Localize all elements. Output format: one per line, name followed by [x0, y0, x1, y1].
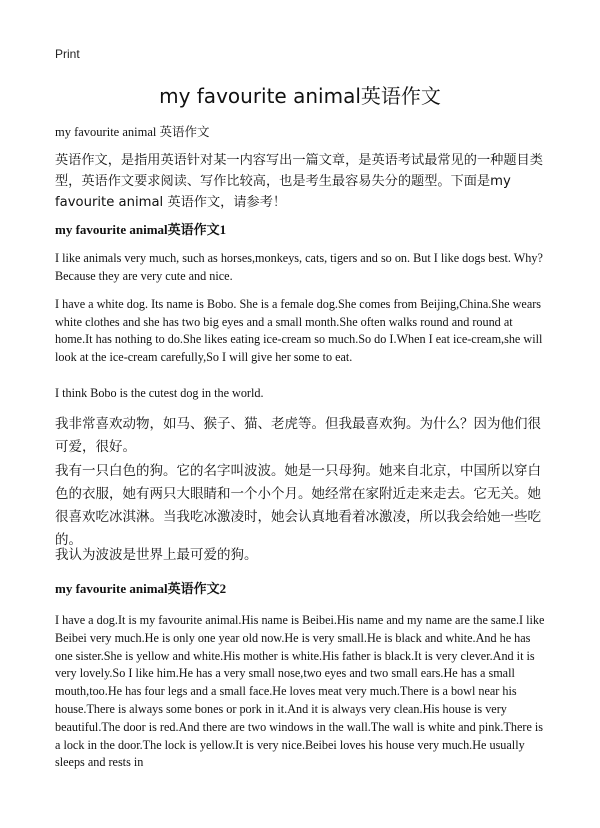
essay1-chinese-paragraph-3: 我认为波波是世界上最可爱的狗。 [55, 547, 258, 563]
essay1-chinese-paragraph-2: 我有一只白色的狗。它的名字叫波波。她是一只母狗。她来自北京，中国所以穿白色的衣服，她有两只大眼睛和一个小个月。她经常在家附近走来走去。它无关。她很喜欢吃冰淇淋。当我吃冰激凌时，她会认真地看着冰激凌，所以我会给她一些吃的。 [55, 463, 541, 548]
print-link[interactable]: Print [55, 47, 80, 61]
essay1-paragraph-3: I think Bobo is the cutest dog in the world. [55, 386, 264, 400]
intro-paragraph: 英语作文，是指用英语针对某一内容写出一篇文章，是英语考试最常见的一种题目类型，英语作文要求阅读、写作比较高，也是考生最容易失分的题型。下面是my favourite animal 英语作文，请参考！ [55, 153, 543, 210]
essay1-paragraph-2: I have a white dog. Its name is Bobo. She is a female dog.She comes from Beijing,China.She wears white clothes and she has two big eyes and a small month.She often walks round and round at home.It has nothing to do.She likes eating ice-cream so much.So do I.When I eat ice-cream,she will look at the ice-cream carefully,So I will give her some to eat. [55, 297, 543, 364]
essay2-heading: my favourite animal英语作文2 [55, 581, 227, 596]
page-title: my favourite animal英语作文 [159, 84, 441, 108]
essay1-heading: my favourite animal英语作文1 [55, 222, 227, 237]
essay1-paragraph-1: I like animals very much, such as horses,monkeys, cats, tigers and so on. But I like dogs best. Why? Because they are very cute and nice. [55, 251, 543, 283]
subtitle: my favourite animal 英语作文 [55, 125, 210, 139]
essay2-paragraph-1: I have a dog.It is my favourite animal.His name is Beibei.His name and my name are the same.I like Beibei very much.He is only one year old now.He is very small.He is black and white.And he has one sister.She is yellow and white.His mother is white.His father is black.It is very clever.And it is very lovely.So I like him.He has a very small nose,two eyes and two small ears.He has a small mouth,too.He has four legs and a small face.He loves meat very much.There is a bowl near his house.There is always some bones or pork in it.And it is always very clean.His house is very beautiful.The door is red.And there are two windows in the wall.The wall is white and pink.There is a lock in the door.The lock is yellow.It is very nice.Beibei loves his house very much.He usually sleeps and rests in [55, 613, 545, 770]
essay1-chinese-paragraph-1: 我非常喜欢动物，如马、猴子、猫、老虎等。但我最喜欢狗。为什么？因为他们很可爱，很好。 [55, 416, 541, 455]
